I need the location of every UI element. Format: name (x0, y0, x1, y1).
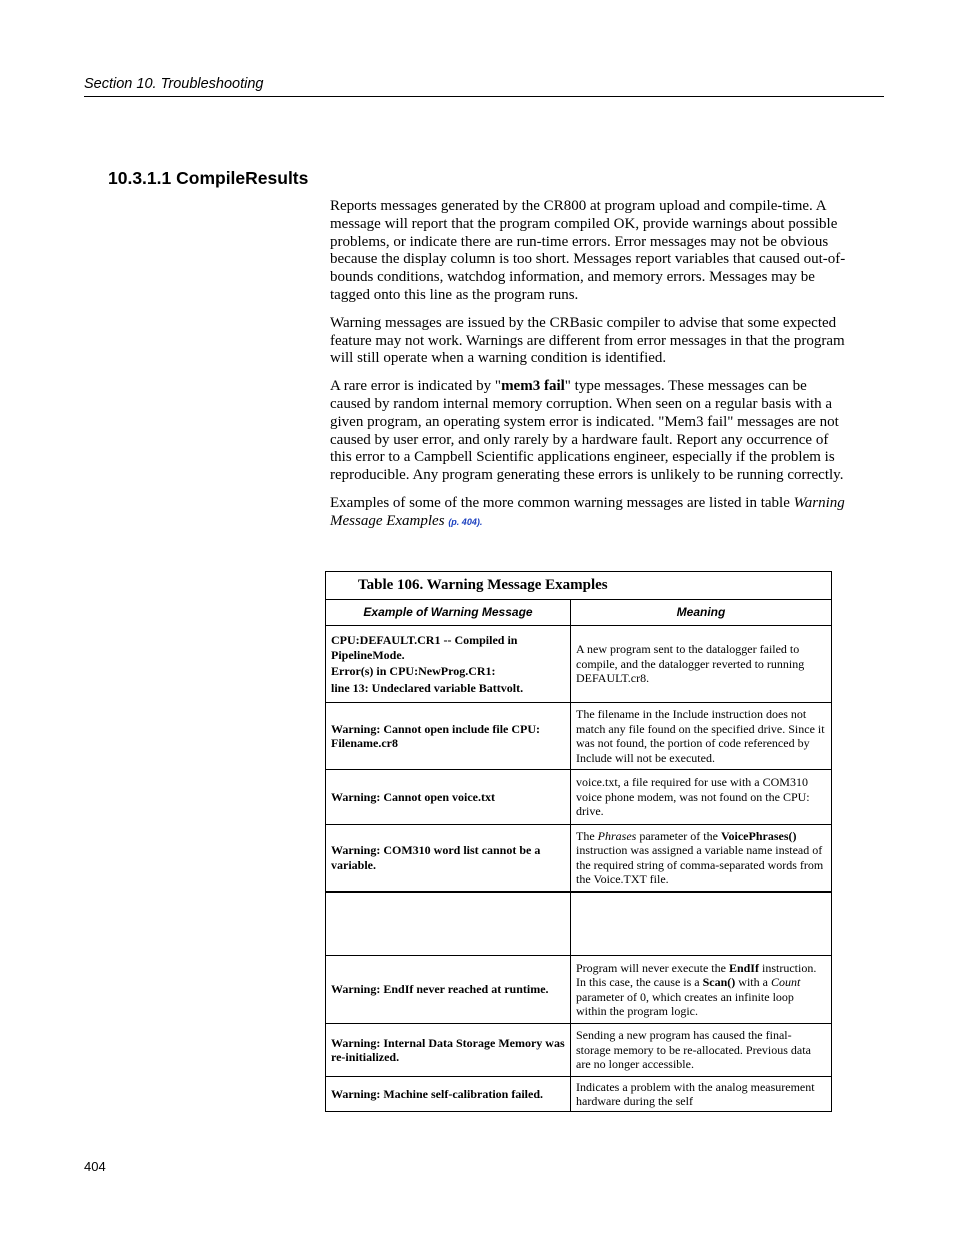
column-header-example: Example of Warning Message (326, 600, 571, 626)
example-cell: Warning: EndIf never reached at runtime. (326, 956, 571, 1024)
example-cell: Warning: Machine self-calibration failed. (326, 1077, 571, 1112)
empty-meaning-cell (571, 892, 832, 956)
table-row (326, 1024, 832, 1077)
example-cell: Warning: Internal Data Storage Memory was re-initialized. (326, 1024, 571, 1077)
table-row (326, 825, 832, 892)
example-cell: CPU:DEFAULT.CR1 -- Compiled in PipelineMode. Error(s) in CPU:NewProg.CR1: line 13: Undeclared variable Battvolt. (326, 626, 571, 703)
running-header (84, 76, 884, 97)
page-cross-reference-link[interactable]: (p. 404). (448, 516, 483, 527)
table-reference: Warning Message Examples (330, 494, 845, 529)
table-row-empty (326, 892, 832, 956)
table-row (326, 956, 832, 1024)
mem3-fail-term: mem3 fail (501, 378, 565, 395)
paragraph-examples: Examples of some of the more common warning messages are listed in table Warning Message Examples (p. 404). (330, 494, 845, 529)
warning-message-table (325, 571, 832, 1112)
running-header-title: Section 10. Troubleshooting (84, 76, 264, 92)
table-row (326, 626, 832, 703)
meaning-cell: Sending a new program has caused the final-storage memory to be re-allocated. Previous data are no longer accessible. (571, 1024, 832, 1077)
section-heading: 10.3.1.1 CompileResults (108, 168, 309, 188)
body-text (330, 198, 850, 542)
table-row (326, 703, 832, 770)
meaning-cell: The Phrases parameter of the VoicePhrases() instruction was assigned a variable name instead of the required string of comma-separated words from the Voice.TXT file. (571, 825, 832, 892)
table-row (326, 770, 832, 825)
table-caption-row (326, 572, 832, 600)
example-cell: Warning: Cannot open include file CPU: Filename.cr8 (326, 703, 571, 770)
column-header-meaning: Meaning (571, 600, 832, 626)
table-header-row (326, 600, 832, 626)
example-cell: Warning: Cannot open voice.txt (326, 770, 571, 825)
meaning-cell: Program will never execute the EndIf instruction. In this case, the cause is a Scan() with a Count parameter of 0, which creates an infinite loop within the program logic. (571, 956, 832, 1024)
example-cell: Warning: COM310 word list cannot be a variable. (326, 825, 571, 892)
meaning-cell: Indicates a problem with the analog measurement hardware during the self (571, 1077, 832, 1112)
meaning-cell: The filename in the Include instruction does not match any file found on the specified drive. Since it was not found, the portion of code referenced by Include will not be executed. (571, 703, 832, 770)
table-caption: Table 106. Warning Message Examples (326, 572, 832, 600)
paragraph-intro: Reports messages generated by the CR800 at program upload and compile-time. A message will report that the program compiled OK, provide warnings about possible problems, or indicate there are run-time errors. Error messages may not be obvious because the display column is too short. Messages report variables that caused out-of-bounds conditions, watchdog information, and memory errors. Messages may be tagged onto this line as the program runs. (330, 198, 846, 303)
paragraph-warnings: Warning messages are issued by the CRBasic compiler to advise that some expected feature may not work. Warnings are different from error messages in that the program will still operate when a warning condition is identified. (330, 314, 845, 367)
paragraph-mem3: A rare error is indicated by "mem3 fail" type messages. These messages can be caused by random internal memory corruption. When seen on a regular basis with a given program, an operating system error is indicated. "Mem3 fail" messages are not caused by user error, and only rarely by a hardware fault. Report any occurrence of this error to a Campbell Scientific applications engineer, especially if the problem is reproducible. Any program generating these errors is unlikely to be running correctly. (330, 378, 844, 484)
page-number: 404 (84, 1159, 106, 1174)
meaning-cell: A new program sent to the datalogger failed to compile, and the datalogger reverted to running DEFAULT.cr8. (571, 626, 832, 703)
table-row (326, 1077, 832, 1112)
empty-example-cell (326, 892, 571, 956)
meaning-cell: voice.txt, a file required for use with a COM310 voice phone modem, was not found on the CPU: drive. (571, 770, 832, 825)
